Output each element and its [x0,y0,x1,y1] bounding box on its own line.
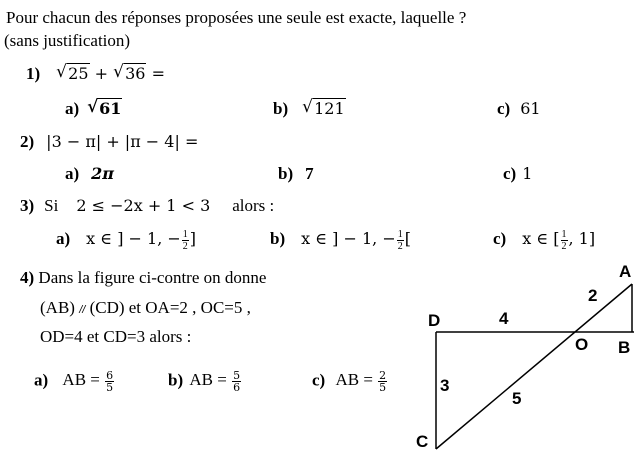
segment-label-CD: 3 [440,376,450,395]
q1-option-a-label: a) [65,99,80,118]
q3-option-b-suffix: [ [404,229,411,249]
q4-option-a-label: a) [34,370,49,390]
q3-option-a-suffix: ] [189,229,197,249]
q3-option-b-denominator: 2 [397,241,403,252]
q1-option-a-value: 61 [99,99,122,118]
q3-option-c-prefix: x ∈ [ [522,229,560,249]
label-A: A [619,262,632,281]
question-4-number: 4) [20,268,35,287]
instruction-line-2: (sans justification) [4,31,131,50]
q3-option-c-numerator: 1 [561,229,567,240]
label-O: O [575,335,589,354]
q2-option-a-value: 2π [91,164,115,183]
q3-option-a-label: a) [56,229,71,249]
q4-line-3: OD=4 et CD=3 alors : [40,327,192,346]
q3-inequality: 2 ≤ −2x + 1 < 3 [76,196,211,215]
q4-option-b-label: b) [168,370,184,390]
q4-option-c-label: c) [312,370,326,390]
q4-option-c-numerator: 2 [379,369,387,382]
question-2-number: 2) [20,132,35,151]
q1-option-b-label: b) [273,99,289,118]
segment-label-OA: 2 [588,286,598,305]
q4-option-b-numerator: 5 [233,369,241,382]
question-3-number: 3) [20,196,35,215]
label-D: D [428,311,441,330]
q1-option-c-value: 61 [520,99,541,118]
q4-option-b-denominator: 6 [233,381,241,394]
q1-radicand-1: 25 [68,64,89,83]
q4-option-a-denominator: 5 [106,381,114,394]
q1-plus: + [94,64,109,83]
question-2-expression: |3 − π| + |π − 4| = [46,132,199,151]
q3-option-a-numerator: 1 [182,229,188,240]
segment-CA [436,284,632,449]
q4-option-b-text: AB = [189,370,227,390]
q3-option-a-denominator: 2 [182,241,188,252]
instruction-line-1: Pour chacun des réponses proposées une seule est exacte, laquelle ? [6,8,467,27]
q4-line-2-ab: (AB) [40,298,75,317]
q2-option-b-value: 7 [305,164,314,183]
q2-option-c-label: c) [503,164,517,183]
q3-si: Si [44,196,59,215]
q1-option-c-label: c) [497,99,511,118]
q3-option-c-suffix: , 1] [568,229,596,249]
q3-option-b-numerator: 1 [397,229,403,240]
q4-option-a-text: AB = [62,370,100,390]
q2-option-b-label: b) [278,164,294,183]
q1-equals: = [151,64,165,83]
q2-option-c-value: 1 [522,164,533,183]
q3-option-c-denominator: 2 [561,241,567,252]
q1-radicand-2: 36 [125,64,146,83]
q3-alors: alors : [232,196,275,215]
parallel-symbol: // [79,304,86,316]
q4-option-c-denominator: 5 [379,381,387,394]
q2-option-a-label: a) [65,164,80,183]
q3-option-b-label: b) [270,229,286,249]
q1-option-b-value: 121 [314,99,345,118]
segment-label-DO: 4 [499,309,509,328]
segment-label-OC: 5 [512,389,522,408]
q4-option-c-text: AB = [335,370,373,390]
q4-line-1: Dans la figure ci-contre on donne [38,268,267,287]
q3-option-c-label: c) [493,229,507,249]
q3-option-b-prefix: x ∈ ] − 1, − [301,229,396,249]
q3-option-a-prefix: x ∈ ] − 1, − [86,229,181,249]
q4-option-a-numerator: 6 [106,369,114,382]
label-B: B [618,338,631,357]
label-C: C [416,432,429,451]
q4-line-2-rest: (CD) et OA=2 , OC=5 , [89,298,251,317]
question-1-number: 1) [26,64,41,83]
